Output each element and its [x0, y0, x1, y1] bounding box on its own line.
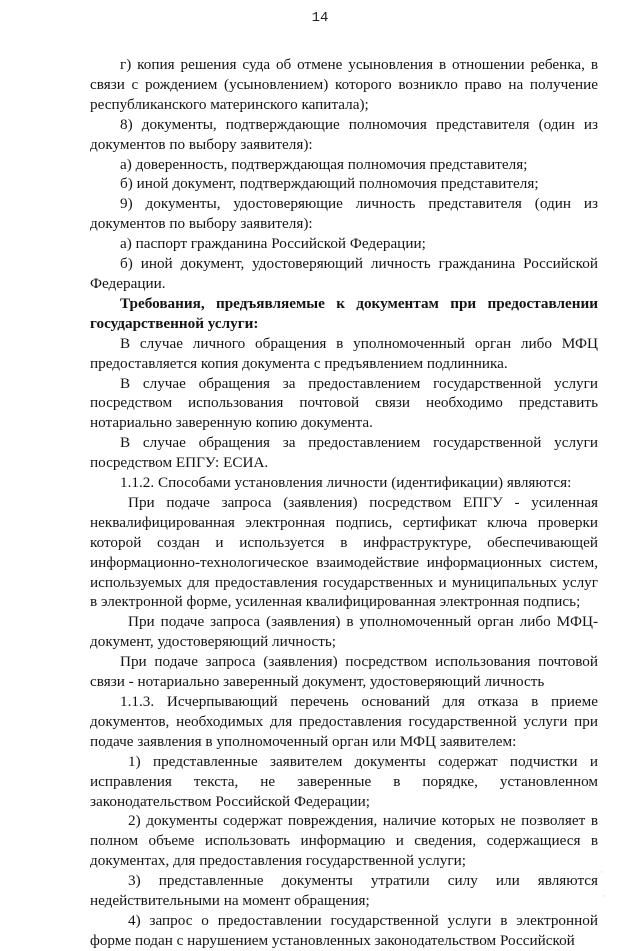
paragraph: В случае обращения за предоставлением государственной услуги посредством использования почтовой связи необходимо представить нотариально заверенную копию документа. [90, 374, 598, 432]
paragraph: 1) представленные заявителем документы содержат подчистки и исправления текста, не заверенные в порядке, установленном законодательством Российской Федерации; [90, 752, 598, 810]
page-number: 14 [311, 10, 329, 26]
document-body [90, 55, 598, 951]
paragraph: 4) запрос о предоставлении государственной услуги в электронной форме подан с нарушением установленных законодательством Российской [90, 911, 598, 949]
paragraph: При подаче запроса (заявления) посредством использования почтовой связи - нотариально заверенный документ, удостоверяющий личность [90, 653, 598, 691]
paragraph: 1.1.2. Способами установления личности (идентификации) являются: [120, 474, 572, 492]
paragraph: а) паспорт гражданина Российской Федерации; [120, 235, 426, 253]
paragraph: б) иной документ, подтверждающий полномочия представителя; [120, 175, 539, 193]
paragraph: 3) представленные документы утратили силу или являются недействительными на момент обращения; [90, 872, 598, 910]
paragraph: 1.1.3. Исчерпывающий перечень оснований для отказа в приеме документов, необходимых для предоставления государственной услуги при подаче заявления в уполномоченный орган или МФЦ заявителем: [90, 693, 598, 750]
paragraph: При подаче запроса (заявления) в уполномоченный орган либо МФЦ-документ, удостоверяющий личность; [90, 613, 598, 651]
paragraph: б) иной документ, удостоверяющий личность гражданина Российской Федерации. [90, 255, 598, 292]
paragraph: В случае личного обращения в уполномоченный орган либо МФЦ предоставляется копия документа с предъявлением подлинника. [90, 334, 598, 372]
paragraph: 9) документы, удостоверяющие личность представителя (один из документов по выбору заявителя): [90, 195, 598, 233]
paragraph: а) доверенность, подтверждающая полномочия представителя; [120, 155, 528, 173]
paragraph: 2) документы содержат повреждения, наличие которых не позволяет в полном объеме использовать информацию и сведения, содержащиеся в документах, для предоставления государственной услуги; [90, 812, 598, 870]
section-heading: Требования, предъявляемые к документам при предоставлении государственной услуги: [90, 294, 598, 332]
paragraph: При подаче запроса (заявления) посредством ЕПГУ - усиленная неквалифицированная электронная подпись, сертификат ключа проверки которой создан и используется в инфраструктуре, обеспечивающей информационно-технологическое взаимодействие информационных систем, используемых для предоставления государственных и муниципальных услуг в электронной форме, усиленная квалифицированная электронная подпись; [90, 493, 598, 611]
paragraph: 8) документы, подтверждающие полномочия представителя (один из документов по выбору заявителя): [90, 115, 598, 153]
paragraph: В случае обращения за предоставлением государственной услуги посредством ЕПГУ: ЕСИА. [90, 434, 598, 472]
paragraph: г) копия решения суда об отмене усыновления в отношении ребенка, в связи с рождением (усыновлением) которого возникло право на получение республиканского материнского капитала); [90, 56, 598, 113]
scan-speck: · [602, 891, 605, 901]
scan-speck: · [600, 867, 603, 877]
